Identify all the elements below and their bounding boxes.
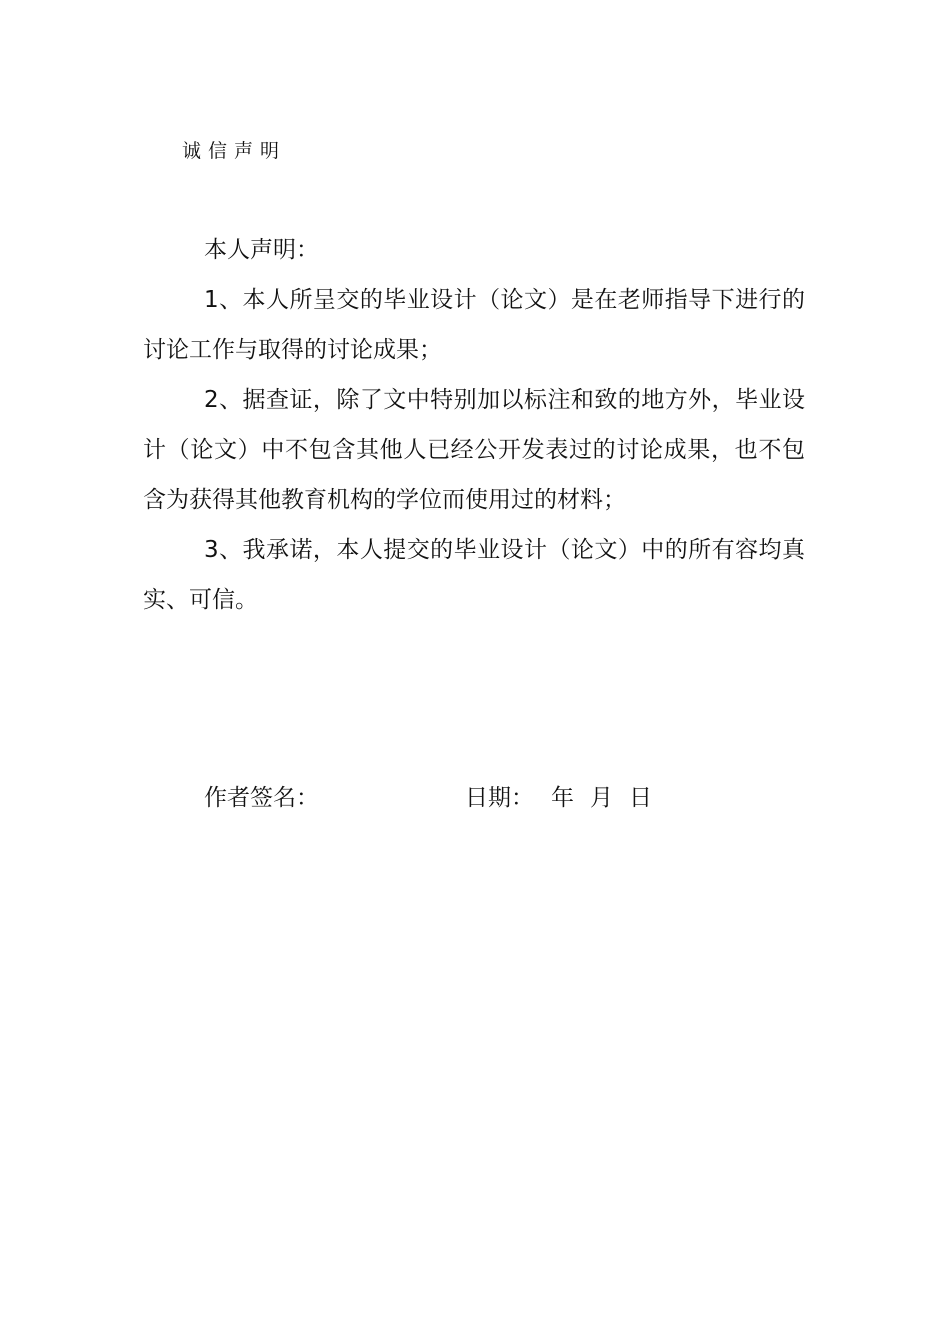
- author-signature-label: 作者签名：: [204, 785, 319, 811]
- date-day-label: 日: [629, 785, 652, 811]
- date-label: 日期：: [465, 785, 534, 811]
- declaration-body: [143, 225, 805, 625]
- signature-row: [0, 773, 950, 823]
- declaration-clause-2: 2、据查证，除了文中特别加以标注和致的地方外，毕业设计（论文）中不包含其他人已经公开发表过的讨论成果，也不包含为获得其他教育机构的学位而使用过的材料；: [143, 387, 805, 513]
- date-month-label: 月: [590, 785, 613, 811]
- declaration-intro: 本人声明：: [204, 237, 319, 263]
- declaration-clause-1: 1、本人所呈交的毕业设计（论文）是在老师指导下进行的讨论工作与取得的讨论成果；: [143, 287, 805, 363]
- declaration-title: 诚信声明: [182, 140, 287, 162]
- date-year-label: 年: [551, 785, 574, 811]
- declaration-clause-3: 3、我承诺，本人提交的毕业设计（论文）中的所有容均真实、可信。: [143, 537, 805, 613]
